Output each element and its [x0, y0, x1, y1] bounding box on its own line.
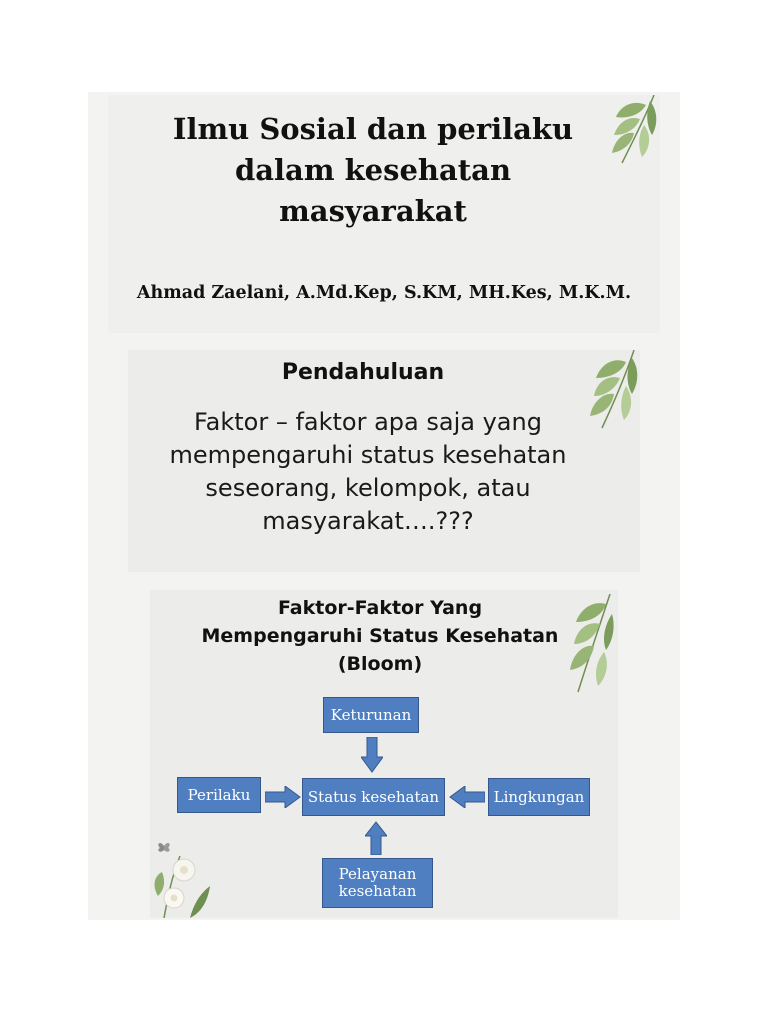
arrow-down-icon: [361, 737, 383, 773]
leaf-decoration-icon: [588, 95, 660, 165]
leaf-decoration-icon: [576, 350, 640, 430]
bloom-title-line-2: Mempengaruhi Status Kesehatan: [201, 625, 559, 647]
slide-introduction: [128, 350, 640, 572]
slide-title-heading: [138, 109, 608, 232]
introduction-question: [148, 406, 588, 538]
arrow-left-icon: [449, 786, 485, 808]
diagram-box-lingkungan: Lingkungan: [488, 778, 590, 816]
slide-bloom-factors: [150, 590, 618, 918]
title-line-1: Ilmu Sosial dan perilaku: [172, 112, 574, 146]
question-line-2: mempengaruhi status kesehatan: [169, 441, 567, 469]
bloom-title-line-3: (Bloom): [337, 653, 423, 675]
diagram-box-perilaku: Perilaku: [177, 777, 261, 813]
diagram-box-status-kesehatan: Status kesehatan: [302, 778, 445, 816]
question-line-1: Faktor – faktor apa saja yang: [194, 408, 542, 436]
question-line-4: masyarakat….???: [262, 507, 474, 535]
slide-bloom-heading: [170, 594, 590, 678]
title-line-2: dalam kesehatan masyarakat: [234, 153, 512, 228]
flower-decoration-icon: [150, 836, 216, 918]
diagram-box-keturunan: Keturunan: [323, 697, 419, 733]
leaf-decoration-icon: [554, 594, 616, 694]
pelayanan-line-1: Pelayanan: [338, 865, 417, 883]
arrow-up-icon: [365, 821, 387, 855]
slide-introduction-heading: Pendahuluan: [281, 360, 445, 385]
author-name: Ahmad Zaelani, A.Md.Kep, S.KM, MH.Kes, M.K.M.: [136, 283, 632, 303]
pelayanan-line-2: kesehatan: [338, 882, 417, 900]
arrow-right-icon: [265, 786, 301, 808]
slide-title: [108, 95, 660, 333]
diagram-box-pelayanan-kesehatan: [322, 858, 433, 908]
question-line-3: seseorang, kelompok, atau: [205, 474, 531, 502]
bloom-title-line-1: Faktor-Faktor Yang: [277, 597, 483, 619]
